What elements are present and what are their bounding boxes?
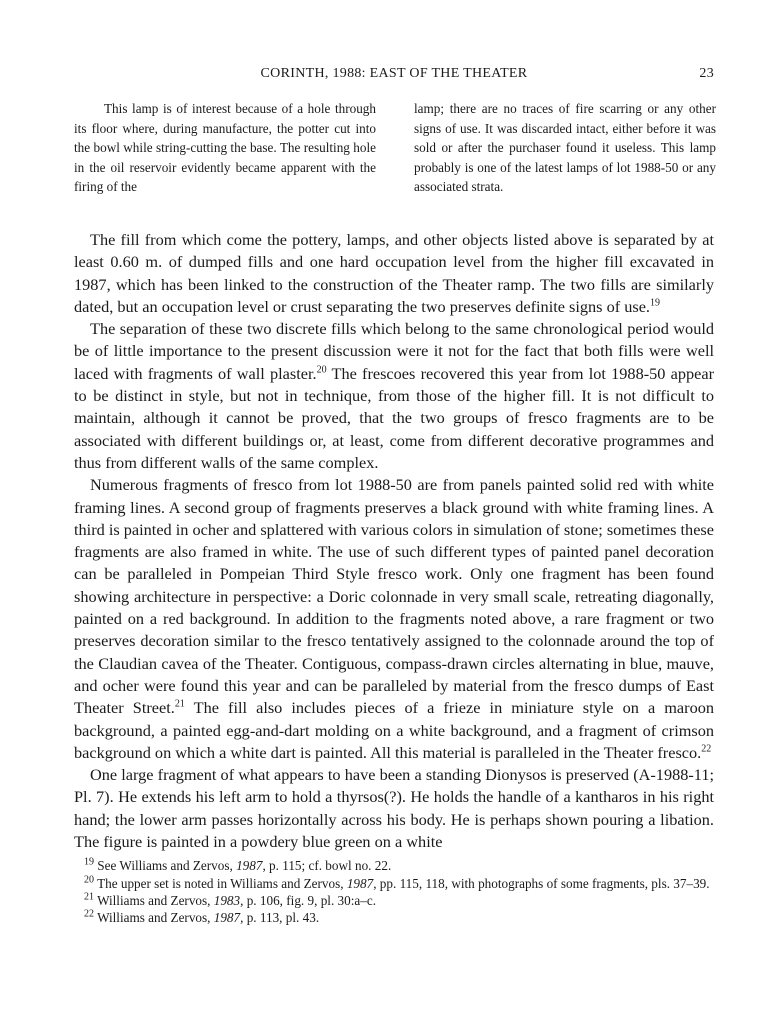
footnote-number: 21 <box>84 891 94 903</box>
paragraph-3-text-b: The fill also includes pieces of a frieze in miniature style on a maroon background, a painted egg-and-dart molding on a white background, and a fragment of crimson background on which a white dart is painted. All this material is paralleled in the Theater fresco. <box>74 698 714 762</box>
paragraph-4 <box>74 764 714 853</box>
footnote-text: The upper set is noted in Williams and Zervos, <box>97 875 347 891</box>
paragraph-1-text: The fill from which come the pottery, lamps, and other objects listed above is separated by at least 0.60 m. of dumped fills and one hard occupation level from the higher fill excavated in 1987, which has been linked to the construction of the Theater ramp. The two fills are similarly dated, but an occupation level or crust separating the two preserves definite signs of use. <box>74 230 714 316</box>
footnote-20 <box>74 875 714 892</box>
lamp-note-left-column: This lamp is of interest because of a hole through its floor where, during manufacture, the potter cut into the bowl while string-cutting the base. The resulting hole in the oil reservoir evidently became apparent with the firing of the <box>74 101 376 194</box>
footnote-year: 1987 <box>236 858 263 874</box>
footnote-ref-21[interactable]: 21 <box>174 698 185 710</box>
footnote-text: Williams and Zervos, <box>97 892 214 908</box>
paragraph-3-text-a: Numerous fragments of fresco from lot 1988-50 are from panels painted solid red with white framing lines. A second group of fragments preserves a black ground with white framing lines. A third is painted in ocher and splattered with various colors in simulation of stone; sometimes these fragments are also framed in white. The use of such different types of painted panel decoration can be paralleled in Pompeian Third Style fresco work. Only one fragment has been found showing architecture in perspective: a Doric colonnade in very small scale, retreating diagonally, painted on a red background. In addition to the fragments noted above, a rare fragment or two preserves decoration similar to the fresco tentatively assigned to the colonnade around the top of the Claudian cavea of the Theater. Contiguous, compass-drawn circles alternating in blue, mauve, and ocher were found this year and can be paralleled by material from the fresco dumps of East Theater Street. <box>74 475 714 718</box>
footnote-ref-22[interactable]: 22 <box>701 743 712 755</box>
footnote-ref-20[interactable]: 20 <box>316 364 327 376</box>
footnote-text: , pp. 115, 118, with photographs of some fragments, pls. 37–39. <box>373 875 710 891</box>
paragraph-2 <box>74 318 714 474</box>
footnote-21 <box>74 892 714 909</box>
paragraph-1 <box>74 229 714 318</box>
body-text <box>74 229 714 853</box>
paragraph-4-text: One large fragment of what appears to have been a standing Dionysos is preserved (A-1988-11; Pl. 7). He extends his left arm to hold a thyrsos(?). He holds the handle of a kantharos in his right hand; the lower arm passes horizontally across his body. He is perhaps shown pouring a libation. The figure is painted in a powdery blue green on a white <box>74 765 714 852</box>
footnote-text: See Williams and Zervos, <box>97 858 237 874</box>
footnote-22 <box>74 909 714 926</box>
paragraph-2-text-a: The separation of these two discrete fills which belong to the same chronological period would be of little importance to the present discussion were it not for the fact that both fills were well laced with fragments of wall plaster. <box>74 319 714 383</box>
paragraph-2-text-b: The frescoes recovered this year from lot 1988-50 appear to be distinct in style, but not in technique, from those of the higher fill. It is not difficult to maintain, although it cannot be proved, that the two groups of fresco fragments are to be associated with different buildings or, at least, come from different decorative programmes and thus from different walls of the same complex. <box>74 363 714 472</box>
footnote-number: 22 <box>84 908 94 920</box>
running-head <box>74 62 714 86</box>
footnote-number: 19 <box>84 856 94 868</box>
footnote-year: 1983 <box>213 892 241 908</box>
footnote-number: 20 <box>84 874 94 886</box>
footnote-text: , p. 106, fig. 9, pl. 30:a–c. <box>240 892 376 908</box>
footnote-text: , p. 115; cf. bowl no. 22. <box>262 858 392 874</box>
paragraph-3 <box>74 474 714 764</box>
page <box>74 62 714 927</box>
footnote-19 <box>74 857 714 874</box>
footnote-year: 1987 <box>346 875 374 891</box>
running-title: CORINTH, 1988: EAST OF THE THEATER <box>260 66 528 81</box>
footnote-ref-19[interactable]: 19 <box>650 297 660 309</box>
footnote-year: 1987 <box>213 910 241 926</box>
lamp-catalogue-note <box>74 99 716 194</box>
footnote-text: , p. 113, pl. 43. <box>240 910 320 926</box>
footnotes <box>74 857 714 926</box>
footnote-text: Williams and Zervos, <box>97 910 214 926</box>
lamp-note-right-column: lamp; there are no traces of fire scarring or any other signs of use. It was discarded intact, either before it was sold or after the purchaser found it useless. This lamp probably is one of the latest lamps of lot 1988-50 or any associated strata. <box>414 101 716 194</box>
page-number: 23 <box>699 66 714 81</box>
